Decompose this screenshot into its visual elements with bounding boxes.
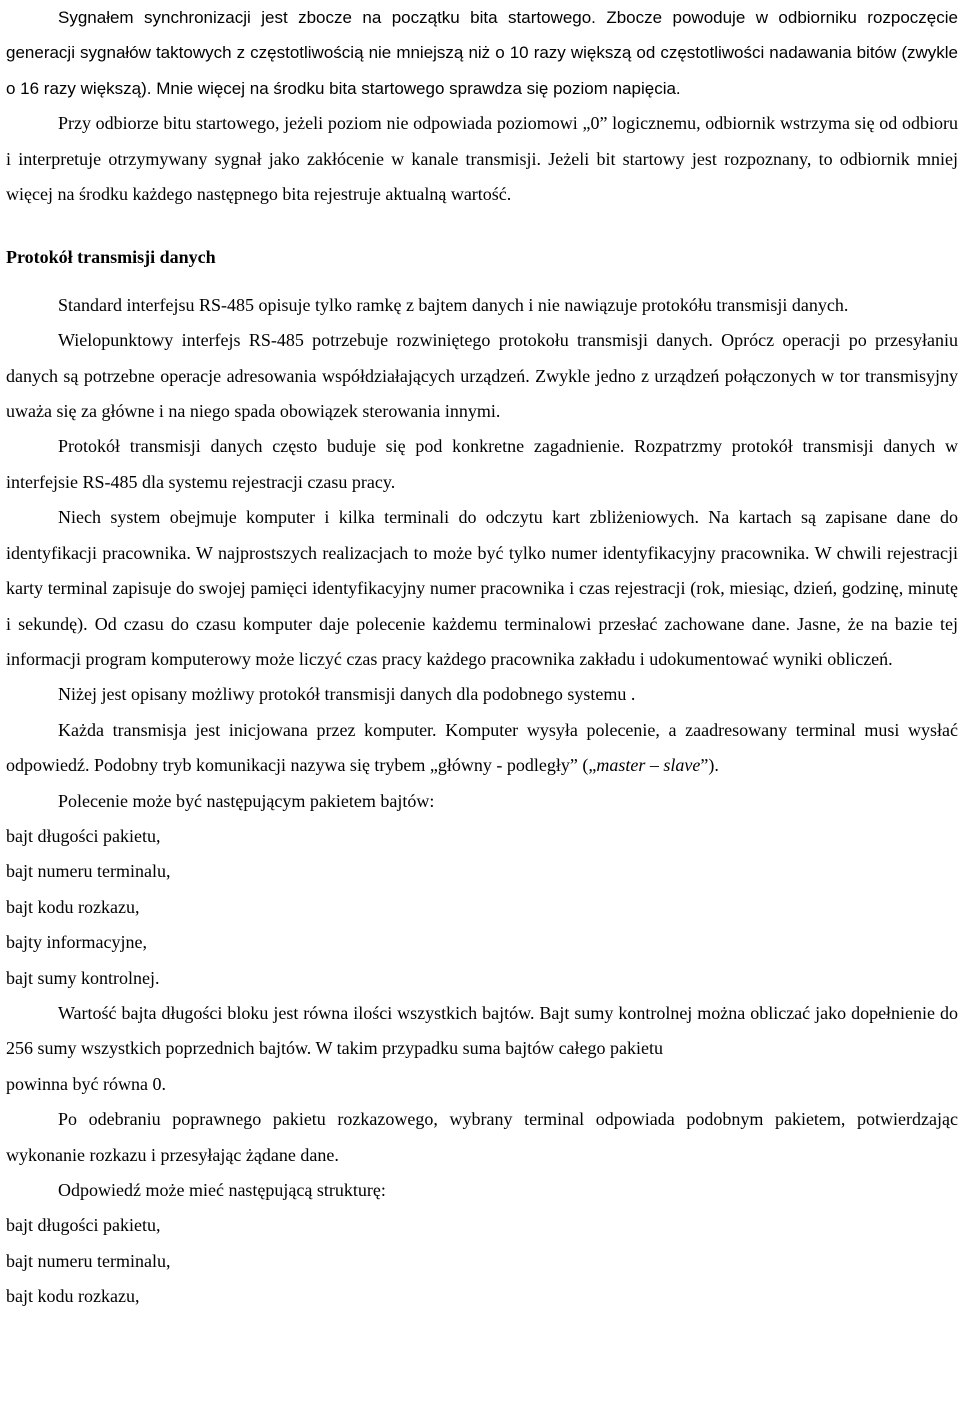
response-packet-list: [6, 1208, 958, 1314]
master-slave-text-before: Każda transmisja jest inicjowana przez komputer. Komputer wysyła polecenie, a zaadresowany terminal musi wysłać odpowiedź. Podobny tryb komunikacji nazywa się trybem „główny - podległy” („: [6, 719, 958, 776]
paragraph-protocol-specific: Protokół transmisji danych często buduje się pod konkretne zagadnienie. Rozpatrzmy protokół transmisji danych w interfejsie RS-485 dla systemu rejestracji czasu pracy.: [6, 436, 958, 492]
paragraph-system-description: Niech system obejmuje komputer i kilka terminali do odczytu kart zbliżeniowych. Na kartach są zapisane dane do identyfikacji pracownika. W najprostszych realizacjach to może być tylko numer identyfikacyjny pracownika. W chwili rejestracji karty terminal zapisuje do swojej pamięci identyfikacyjny numer pracownika i czas rejestracji (rok, miesiąc, dzień, godzinę, minutę i sekundę). Od czasu do czasu komputer daje polecenie każdemu terminalowi przesłać zachowane dane. Jasne, że na bazie tej informacji program komputerowy może liczyć czas pracy każdego pracownika zakładu i udokumentować wyniki obliczeń.: [6, 507, 958, 669]
list-item: bajt numeru terminalu,: [6, 861, 171, 882]
paragraph-command-packet: Polecenie może być następującym pakietem bajtów:: [58, 790, 435, 811]
paragraph-protocol-intro: Niżej jest opisany możliwy protokół transmisji danych dla podobnego systemu .: [58, 684, 636, 705]
paragraph-checksum-end: powinna być równa 0.: [6, 1073, 166, 1094]
master-slave-italic: master – slave: [596, 755, 701, 776]
paragraph-master-slave: [6, 713, 958, 784]
paragraph-checksum: Wartość bajta długości bloku jest równa ilości wszystkich bajtów. Bajt sumy kontrolnej można obliczać jako dopełnienie do 256 sumy wszystkich poprzednich bajtów. W takim przypadku suma bajtów całego pakietu: [6, 1002, 958, 1059]
master-slave-text-after: ”).: [700, 755, 719, 776]
list-item: bajt numeru terminalu,: [6, 1250, 171, 1271]
list-item: bajt kodu rozkazu,: [6, 1286, 140, 1307]
list-item: bajty informacyjne,: [6, 932, 147, 953]
paragraph-sync-signal: Sygnałem synchronizacji jest zbocze na początku bita startowego. Zbocze powoduje w odbiorniku rozpoczęcie generacji sygnałów taktowych z częstotliwością nie mniejszą niż o 10 razy większą od częstotliwości nadawania bitów (zwykle o 16 razy większą). Mnie więcej na środku bita startowego sprawdza się poziom napięcia.: [6, 8, 958, 98]
paragraph-response-structure: Odpowiedź może mieć następującą strukturę:: [58, 1180, 386, 1200]
list-item: bajt kodu rozkazu,: [6, 896, 140, 917]
list-item: bajt długości pakietu,: [6, 825, 161, 846]
document-page: [6, 0, 958, 1315]
paragraph-start-bit: Przy odbiorze bitu startowego, jeżeli poziom nie odpowiada poziomowi „0” logicznemu, odbiornik wstrzyma się od odbioru i interpretuje otrzymywany sygnał jako zakłócenie w kanale transmisji. Jeżeli bit startowy jest rozpoznany, to odbiornik mniej więcej na środku każdego następnego bita rejestruje aktualną wartość.: [6, 113, 958, 205]
list-item: bajt sumy kontrolnej.: [6, 967, 160, 988]
paragraph-rs485-standard: Standard interfejsu RS-485 opisuje tylko ramkę z bajtem danych i nie nawiązuje protokółu transmisji danych.: [58, 294, 849, 315]
paragraph-response: Po odebraniu poprawnego pakietu rozkazowego, wybrany terminal odpowiada podobnym pakietem, potwierdzając wykonanie rozkazu i przesyłając żądane dane.: [6, 1109, 958, 1165]
list-item: bajt długości pakietu,: [6, 1215, 161, 1236]
command-packet-list: [6, 819, 958, 996]
section-heading: Protokół transmisji danych: [6, 247, 216, 268]
paragraph-multipoint: Wielopunktowy interfejs RS-485 potrzebuje rozwiniętego protokołu transmisji danych. Oprócz operacji po przesyłaniu danych są potrzebne operacje adresowania współdziałających urządzeń. Zwykle jedno z urządzeń połączonych w tor transmisyjny uważa się za główne i na niego spada obowiązek sterowania innymi.: [6, 330, 958, 422]
